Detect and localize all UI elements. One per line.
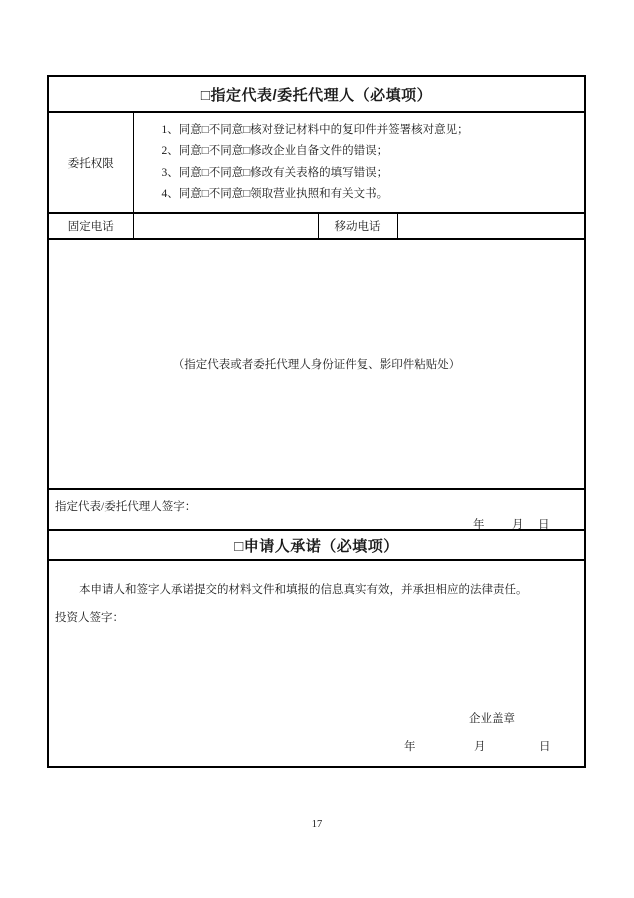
commitment-cell <box>48 560 585 767</box>
investor-signature-label: 投资人签字： <box>55 612 124 624</box>
authority-row <box>48 112 585 213</box>
section1-title-row <box>48 76 585 112</box>
section2-date-month: 月 <box>474 741 486 753</box>
id-paste-cell <box>48 239 585 489</box>
mobile-phone-label: 移动电话 <box>318 213 397 239</box>
authority-item-2: 2、同意□不同意□修改企业自备文件的错误； <box>161 145 389 157</box>
agent-signature-cell <box>48 489 585 530</box>
authority-item-3: 3、同意□不同意□修改有关表格的填写错误； <box>161 166 389 179</box>
authority-label: 委托权限 <box>48 112 133 213</box>
phone-row <box>48 213 585 239</box>
agent-signature-row <box>48 489 585 530</box>
id-paste-row <box>48 239 585 489</box>
company-seal-label: 企业盖章 <box>469 713 515 725</box>
mobile-phone-value-cell <box>397 213 585 239</box>
page-number: 17 <box>311 819 323 830</box>
section2-title-row <box>48 530 585 560</box>
section1-date-day: 日 <box>538 519 550 531</box>
agent-signature-label: 指定代表/委托代理人签字： <box>55 501 197 513</box>
authority-items-cell <box>133 112 585 213</box>
authority-item-1: 1、同意□不同意□核对登记材料中的复印件并签署核对意见； <box>161 123 469 136</box>
section2-title: □申请人承诺（必填项） <box>48 530 585 560</box>
section1-date-year: 年 <box>473 519 485 531</box>
fixed-phone-label: 固定电话 <box>48 213 133 239</box>
section1-title: □指定代表/委托代理人（必填项） <box>48 76 585 112</box>
id-paste-note: （指定代表或者委托代理人身份证件复、影印件粘贴处） <box>172 359 461 371</box>
commitment-text: 本申请人和签字人承诺提交的材料文件和填报的信息真实有效，并承担相应的法律责任。 <box>79 584 528 596</box>
authority-item-4: 4、同意□不同意□领取营业执照和有关文书。 <box>161 188 389 200</box>
fixed-phone-value-cell <box>133 213 318 239</box>
commitment-row <box>48 560 585 767</box>
section2-date-year: 年 <box>404 741 416 753</box>
form-table <box>47 75 586 768</box>
section2-date-day: 日 <box>539 741 551 753</box>
section1-date-month: 月 <box>512 519 524 531</box>
